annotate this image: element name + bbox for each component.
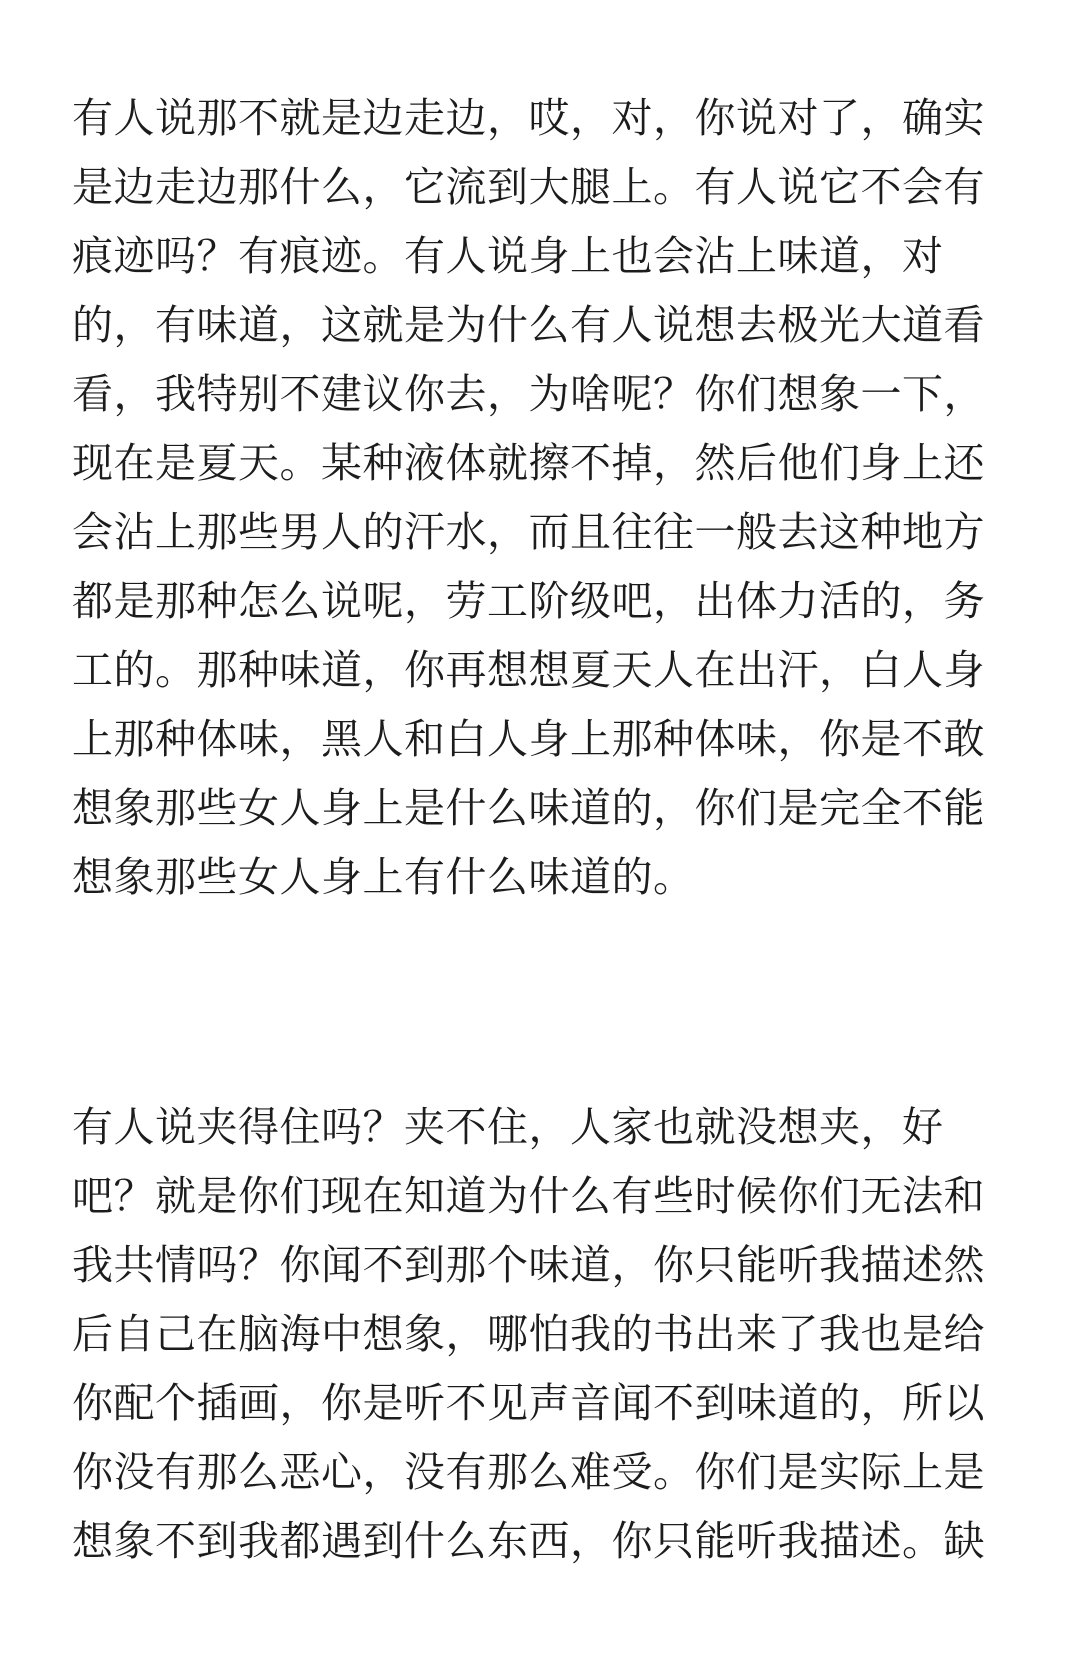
text-line: 想象那些女人身上有什么味道的。 bbox=[72, 853, 695, 901]
text-line: 上那种体味，黑人和白人身上那种体味，你是不敢 bbox=[72, 715, 985, 763]
text-line: 工的。那种味道，你再想想夏天人在出汗，白人身 bbox=[72, 646, 985, 694]
text-line: 的，有味道，这就是为什么有人说想去极光大道看 bbox=[72, 301, 985, 349]
text-line: 我共情吗？你闻不到那个味道，你只能听我描述然 bbox=[72, 1241, 985, 1289]
paragraph-2 bbox=[72, 1093, 992, 1576]
text-line: 痕迹吗？有痕迹。有人说身上也会沾上味道，对 bbox=[72, 232, 944, 280]
text-line: 想象那些女人身上是什么味道的，你们是完全不能 bbox=[72, 784, 985, 832]
paragraph-1 bbox=[72, 84, 992, 912]
text-line: 你没有那么恶心，没有那么难受。你们是实际上是 bbox=[72, 1448, 985, 1496]
text-line: 会沾上那些男人的汗水，而且往往一般去这种地方 bbox=[72, 508, 985, 556]
text-line: 有人说夹得住吗？夹不住，人家也就没想夹，好 bbox=[72, 1103, 944, 1151]
text-line: 你配个插画，你是听不见声音闻不到味道的，所以 bbox=[72, 1379, 985, 1427]
text-line: 有人说那不就是边走边，哎，对，你说对了，确实 bbox=[72, 94, 985, 142]
text-line: 后自己在脑海中想象，哪怕我的书出来了我也是给 bbox=[72, 1310, 985, 1358]
text-line: 都是那种怎么说呢，劳工阶级吧，出体力活的，务 bbox=[72, 577, 985, 625]
text-line: 是边走边那什么，它流到大腿上。有人说它不会有 bbox=[72, 163, 985, 211]
text-line: 看，我特别不建议你去，为啥呢？你们想象一下， bbox=[72, 370, 985, 418]
text-line: 吧？就是你们现在知道为什么有些时候你们无法和 bbox=[72, 1172, 985, 1220]
text-line: 想象不到我都遇到什么东西，你只能听我描述。缺 bbox=[72, 1517, 985, 1565]
text-line: 现在是夏天。某种液体就擦不掉，然后他们身上还 bbox=[72, 439, 985, 487]
